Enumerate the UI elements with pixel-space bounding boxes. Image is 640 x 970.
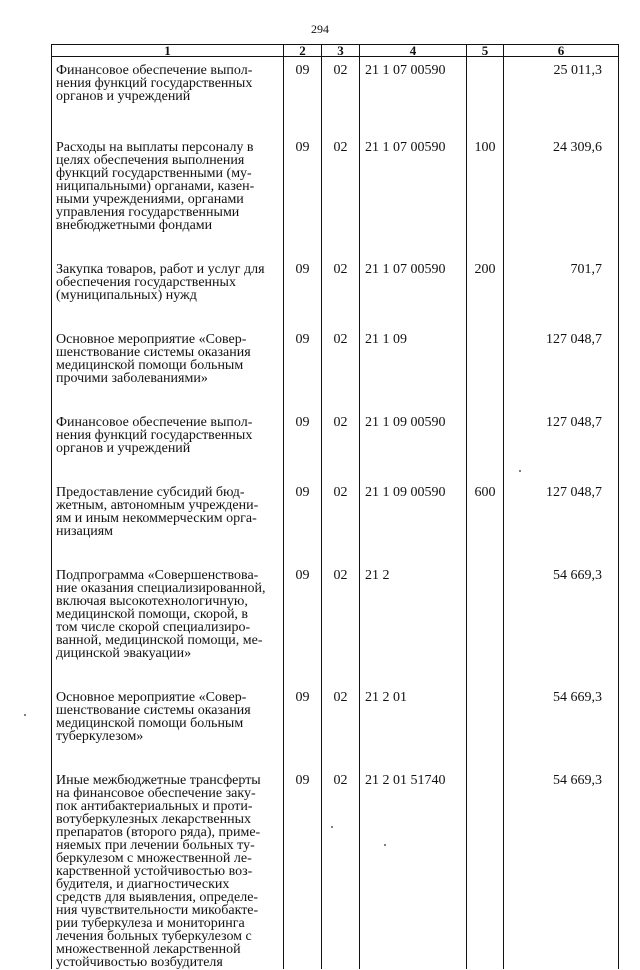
- table-row: [52, 479, 619, 562]
- row-target-article: 21 1 09 00590: [360, 479, 467, 562]
- row-target-article: 21 2 01: [360, 684, 467, 767]
- header-col-4: 4: [360, 45, 467, 57]
- row-name: Основное мероприятие «Совер- шенствование системы оказания медицинской помощи больным прочими заболеваниями»: [52, 326, 284, 409]
- row-expense-type: [467, 326, 504, 409]
- table-row: [52, 256, 619, 326]
- row-section: 09: [284, 326, 322, 409]
- table-header: [52, 45, 619, 57]
- row-name: Финансовое обеспечение выпол- нения функций государственных органов и учреждений: [52, 57, 284, 135]
- row-section: 09: [284, 409, 322, 479]
- header-col-3: 3: [322, 45, 360, 57]
- row-target-article: 21 1 07 00590: [360, 57, 467, 135]
- row-expense-type: [467, 57, 504, 135]
- row-target-article: 21 1 07 00590: [360, 256, 467, 326]
- row-subsection: 02: [322, 326, 360, 409]
- row-amount: 54 669,3: [504, 562, 619, 684]
- row-expense-type: 600: [467, 479, 504, 562]
- row-amount: 127 048,7: [504, 409, 619, 479]
- table-row: [52, 409, 619, 479]
- row-amount: 54 669,3: [504, 767, 619, 969]
- row-target-article: 21 2 01 51740: [360, 767, 467, 969]
- row-amount: 54 669,3: [504, 684, 619, 767]
- row-section: 09: [284, 57, 322, 135]
- row-expense-type: [467, 684, 504, 767]
- row-expense-type: 200: [467, 256, 504, 326]
- row-amount: 25 011,3: [504, 57, 619, 135]
- row-name: Закупка товаров, работ и услуг для обеспечения государственных (муниципальных) нужд: [52, 256, 284, 326]
- table-row: [52, 57, 619, 135]
- table-row: [52, 326, 619, 409]
- row-section: 09: [284, 134, 322, 256]
- row-name: Финансовое обеспечение выпол- нения функций государственных органов и учреждений: [52, 409, 284, 479]
- row-subsection: 02: [322, 684, 360, 767]
- row-section: 09: [284, 479, 322, 562]
- header-col-1: 1: [52, 45, 284, 57]
- header-col-6: 6: [504, 45, 619, 57]
- row-name: Расходы на выплаты персоналу в целях обеспечения выполнения функций государственными (му- ниципальными) органами, казен- ными учреждениями, органами управления государственными внебюджетными фондами: [52, 134, 284, 256]
- page-number: 294: [311, 22, 329, 36]
- table-row: [52, 684, 619, 767]
- row-subsection: 02: [322, 479, 360, 562]
- row-target-article: 21 2: [360, 562, 467, 684]
- row-subsection: 02: [322, 57, 360, 135]
- row-subsection: 02: [322, 767, 360, 969]
- row-expense-type: [467, 562, 504, 684]
- row-target-article: 21 1 09 00590: [360, 409, 467, 479]
- row-target-article: 21 1 07 00590: [360, 134, 467, 256]
- table-row: [52, 134, 619, 256]
- row-subsection: 02: [322, 256, 360, 326]
- row-amount: 127 048,7: [504, 326, 619, 409]
- row-amount: 701,7: [504, 256, 619, 326]
- row-section: 09: [284, 562, 322, 684]
- header-col-2: 2: [284, 45, 322, 57]
- row-subsection: 02: [322, 562, 360, 684]
- header-col-5: 5: [467, 45, 504, 57]
- table-row: [52, 767, 619, 969]
- row-expense-type: [467, 409, 504, 479]
- table-row: [52, 562, 619, 684]
- table-body: [52, 57, 619, 970]
- row-section: 09: [284, 767, 322, 969]
- row-name: Основное мероприятие «Совер- шенствование системы оказания медицинской помощи больным туберкулезом»: [52, 684, 284, 767]
- row-amount: 24 309,6: [504, 134, 619, 256]
- row-expense-type: [467, 767, 504, 969]
- row-subsection: 02: [322, 409, 360, 479]
- row-expense-type: 100: [467, 134, 504, 256]
- row-name: Подпрограмма «Совершенствова- ние оказания специализированной, включая высокотехнологичную, медицинской помощи, скорой, в том числе скорой специализиро- ванной, медицинской помощи, ме- дицинской эвакуации»: [52, 562, 284, 684]
- row-section: 09: [284, 256, 322, 326]
- budget-table: [51, 44, 619, 969]
- row-target-article: 21 1 09: [360, 326, 467, 409]
- row-name: Предоставление субсидий бюд- жетным, автономным учреждени- ям и иным некоммерческим орга- низациям: [52, 479, 284, 562]
- row-amount: 127 048,7: [504, 479, 619, 562]
- row-name: Иные межбюджетные трансферты на финансовое обеспечение заку- пок антибактериальных и проти- вотуберкулезных лекарственных препаратов (второго ряда), приме- няемых при лечении больных ту- беркулезом с множественной ле- карственной устойчивостью воз- будителя, и диагностических средств для выявления, определе- ния чувствительности микобакте- рии туберкулеза и мониторинга лечения больных туберкулезом с множественной лекарственной устойчивостью возбудителя: [52, 767, 284, 969]
- row-subsection: 02: [322, 134, 360, 256]
- row-section: 09: [284, 684, 322, 767]
